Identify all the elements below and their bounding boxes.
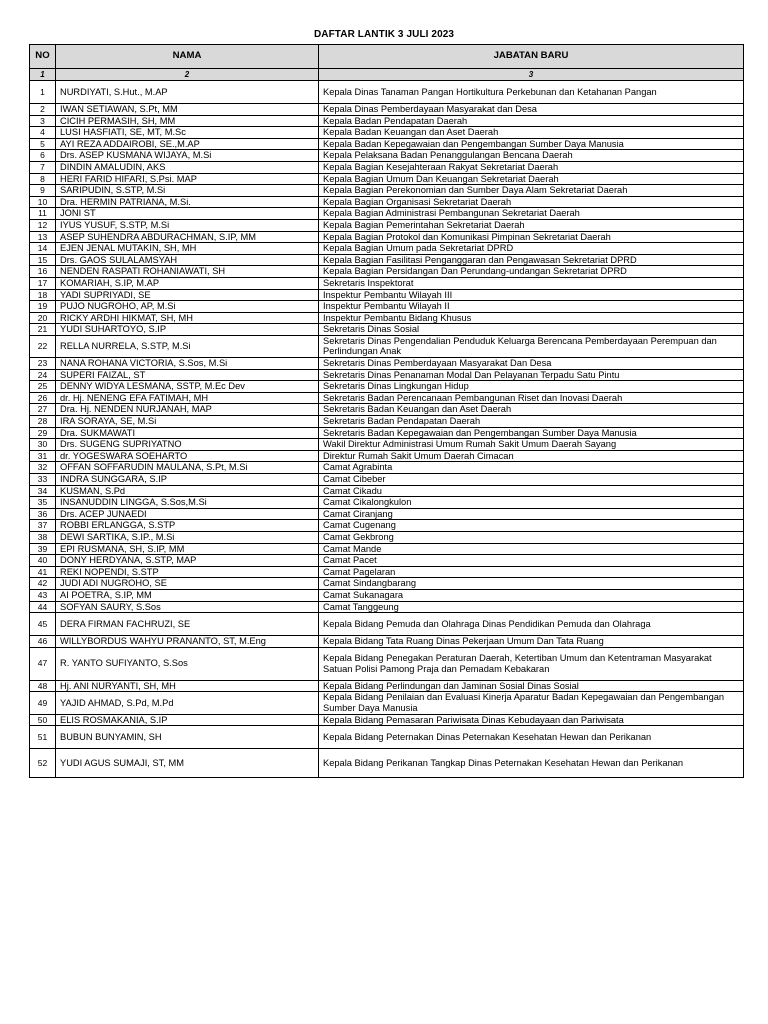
row-position: Kepala Dinas Tanaman Pangan Hortikultura Perkebunan dan Ketahanan Pangan <box>319 81 744 104</box>
row-name: WILLYBORDUS WAHYU PRANANTO, ST, M.Eng <box>56 636 319 648</box>
row-position: Kepala Bidang Penegakan Peraturan Daerah, Ketertiban Umum dan Ketentraman Masyarakat Satuan Polisi Pamong Praja dan Pemadam Kebakaran <box>319 647 744 680</box>
row-number: 22 <box>30 335 56 357</box>
table-body <box>30 81 744 778</box>
row-number: 37 <box>30 520 56 532</box>
row-number: 10 <box>30 196 56 208</box>
row-number: 3 <box>30 115 56 127</box>
row-number: 23 <box>30 358 56 370</box>
row-name: REKI NOPENDI, S.STP <box>56 566 319 578</box>
row-position: Sekretaris Badan Pendapatan Daerah <box>319 416 744 428</box>
row-number: 18 <box>30 289 56 301</box>
row-number: 17 <box>30 277 56 289</box>
row-name: dr. YOGESWARA SOEHARTO <box>56 450 319 462</box>
document-title: DAFTAR LANTIK 3 JULI 2023 <box>313 29 455 40</box>
row-position: Camat Cikalongkulon <box>319 497 744 509</box>
row-number: 43 <box>30 589 56 601</box>
row-number: 29 <box>30 427 56 439</box>
row-position: Kepala Bagian Kesejahteraan Rakyat Sekretariat Daerah <box>319 161 744 173</box>
row-name: IWAN SETIAWAN, S.Pt, MM <box>56 104 319 116</box>
row-position: Kepala Bagian Umum pada Sekretariat DPRD <box>319 243 744 255</box>
table-row <box>30 578 744 590</box>
row-number: 24 <box>30 369 56 381</box>
table-row <box>30 254 744 266</box>
row-position: Sekretaris Badan Kepegawaian dan Pengembangan Sumber Daya Manusia <box>319 427 744 439</box>
row-position: Kepala Pelaksana Badan Penanggulangan Bencana Daerah <box>319 150 744 162</box>
table-row <box>30 485 744 497</box>
table-row <box>30 589 744 601</box>
row-number: 48 <box>30 680 56 692</box>
row-position: Camat Agrabinta <box>319 462 744 474</box>
row-position: Kepala Bidang Perlindungan dan Jaminan Sosial Dinas Sosial <box>319 680 744 692</box>
row-name: DEWI SARTIKA, S.IP., M.Si <box>56 531 319 543</box>
row-name: BUBUN BUNYAMIN, SH <box>56 726 319 749</box>
table-row <box>30 289 744 301</box>
row-position: Sekretaris Dinas Penanaman Modal Dan Pelayanan Terpadu Satu Pintu <box>319 369 744 381</box>
row-name: Drs. ACEP JUNAEDI <box>56 508 319 520</box>
table-row <box>30 324 744 336</box>
row-name: ELIS ROSMAKANIA, S.IP <box>56 714 319 726</box>
table-row <box>30 692 744 714</box>
row-name: HERI FARID HIFARI, S.Psi. MAP <box>56 173 319 185</box>
column-number: 3 <box>319 69 744 81</box>
row-position: Kepala Bidang Perikanan Tangkap Dinas Peternakan Kesehatan Hewan dan Perikanan <box>319 749 744 778</box>
row-position: Camat Ciranjang <box>319 508 744 520</box>
row-position: Camat Pacet <box>319 555 744 567</box>
table-row <box>30 749 744 778</box>
row-position: Camat Cikadu <box>319 485 744 497</box>
table-row <box>30 185 744 197</box>
table-row <box>30 508 744 520</box>
row-number: 40 <box>30 555 56 567</box>
row-name: RICKY ARDHI HIKMAT, SH, MH <box>56 312 319 324</box>
row-number: 5 <box>30 138 56 150</box>
row-number: 1 <box>30 81 56 104</box>
row-position: Sekretaris Dinas Pengendalian Penduduk Keluarga Berencana Pemberdayaan Perempuan dan Perlindungan Anak <box>319 335 744 357</box>
row-number: 7 <box>30 161 56 173</box>
row-number: 39 <box>30 543 56 555</box>
row-position: Kepala Bidang Penilaian dan Evaluasi Kinerja Aparatur Badan Kepegawaian dan Pengembangan Sumber Daya Manusia <box>319 692 744 714</box>
table-row <box>30 450 744 462</box>
row-position: Inspektur Pembantu Wilayah II <box>319 301 744 313</box>
row-name: dr. Hj. NENENG EFA FATIMAH, MH <box>56 392 319 404</box>
row-name: ROBBI ERLANGGA, S.STP <box>56 520 319 532</box>
row-number: 11 <box>30 208 56 220</box>
table-row <box>30 427 744 439</box>
row-position: Camat Mande <box>319 543 744 555</box>
row-name: SOFYAN SAURY, S.Sos <box>56 601 319 613</box>
row-position: Kepala Bidang Tata Ruang Dinas Pekerjaan Umum Dan Tata Ruang <box>319 636 744 648</box>
row-number: 8 <box>30 173 56 185</box>
row-number: 49 <box>30 692 56 714</box>
row-name: YADI SUPRIYADI, SE <box>56 289 319 301</box>
row-position: Kepala Dinas Pemberdayaan Masyarakat dan Desa <box>319 104 744 116</box>
row-position: Sekretaris Dinas Pemberdayaan Masyarakat Dan Desa <box>319 358 744 370</box>
row-number: 33 <box>30 474 56 486</box>
row-name: LUSI HASFIATI, SE, MT, M.Sc <box>56 127 319 139</box>
table-row <box>30 555 744 567</box>
row-position: Kepala Bidang Pemasaran Pariwisata Dinas Kebudayaan dan Pariwisata <box>319 714 744 726</box>
row-name: Dra. SUKMAWATI <box>56 427 319 439</box>
appointment-table <box>29 44 744 778</box>
table-row <box>30 358 744 370</box>
row-name: JONI ST <box>56 208 319 220</box>
column-number: 1 <box>30 69 56 81</box>
table-row <box>30 636 744 648</box>
table-row <box>30 416 744 428</box>
table-row <box>30 531 744 543</box>
row-number: 51 <box>30 726 56 749</box>
row-position: Kepala Bagian Organisasi Sekretariat Daerah <box>319 196 744 208</box>
table-row <box>30 462 744 474</box>
column-number-row <box>30 69 744 81</box>
table-row <box>30 404 744 416</box>
row-name: NURDIYATI, S.Hut., M.AP <box>56 81 319 104</box>
row-position: Kepala Bagian Persidangan Dan Perundang-undangan Sekretariat DPRD <box>319 266 744 278</box>
row-name: KOMARIAH, S.IP, M.AP <box>56 277 319 289</box>
row-name: AYI REZA ADDAIROBI, SE.,M.AP <box>56 138 319 150</box>
row-number: 6 <box>30 150 56 162</box>
table-row <box>30 520 744 532</box>
row-position: Kepala Bagian Perekonomian dan Sumber Daya Alam Sekretariat Daerah <box>319 185 744 197</box>
row-position: Sekretaris Badan Keuangan dan Aset Daerah <box>319 404 744 416</box>
row-name: EJEN JENAL MUTAKIN, SH, MH <box>56 243 319 255</box>
table-row <box>30 680 744 692</box>
row-number: 13 <box>30 231 56 243</box>
table-row <box>30 196 744 208</box>
row-position: Camat Cugenang <box>319 520 744 532</box>
row-position: Camat Cibeber <box>319 474 744 486</box>
row-name: YAJID AHMAD, S.Pd, M.Pd <box>56 692 319 714</box>
row-position: Sekretaris Dinas Sosial <box>319 324 744 336</box>
table-row <box>30 613 744 636</box>
table-row <box>30 497 744 509</box>
row-position: Kepala Bagian Fasilitasi Penganggaran dan Pengawasan Sekretariat DPRD <box>319 254 744 266</box>
row-number: 14 <box>30 243 56 255</box>
row-number: 46 <box>30 636 56 648</box>
row-name: SUPERI FAIZAL, ST <box>56 369 319 381</box>
row-name: EPI RUSMANA, SH, S.IP, MM <box>56 543 319 555</box>
row-number: 38 <box>30 531 56 543</box>
table-row <box>30 543 744 555</box>
row-number: 28 <box>30 416 56 428</box>
row-number: 15 <box>30 254 56 266</box>
table-row <box>30 726 744 749</box>
row-position: Kepala Bidang Peternakan Dinas Peternakan Kesehatan Hewan dan Perikanan <box>319 726 744 749</box>
row-number: 52 <box>30 749 56 778</box>
row-number: 20 <box>30 312 56 324</box>
row-name: OFFAN SOFFARUDIN MAULANA, S.Pt, M.Si <box>56 462 319 474</box>
table-row <box>30 138 744 150</box>
row-name: DERA FIRMAN FACHRUZI, SE <box>56 613 319 636</box>
table-row <box>30 601 744 613</box>
row-position: Sekretaris Inspektorat <box>319 277 744 289</box>
row-number: 36 <box>30 508 56 520</box>
row-position: Wakil Direktur Administrasi Umum Rumah Sakit Umum Daerah Sayang <box>319 439 744 451</box>
row-name: Dra. HERMIN PATRIANA, M.Si. <box>56 196 319 208</box>
row-name: IRA SORAYA, SE, M.Si <box>56 416 319 428</box>
row-position: Kepala Bidang Pemuda dan Olahraga Dinas Pendidikan Pemuda dan Olahraga <box>319 613 744 636</box>
row-position: Camat Gekbrong <box>319 531 744 543</box>
table-row <box>30 115 744 127</box>
row-name: NENDEN RASPATI ROHANIAWATI, SH <box>56 266 319 278</box>
row-position: Sekretaris Badan Perencanaan Pembangunan Riset dan Inovasi Daerah <box>319 392 744 404</box>
row-position: Camat Sindangbarang <box>319 578 744 590</box>
row-number: 45 <box>30 613 56 636</box>
row-number: 30 <box>30 439 56 451</box>
table-row <box>30 381 744 393</box>
table-row <box>30 104 744 116</box>
table-row <box>30 312 744 324</box>
row-position: Kepala Badan Keuangan dan Aset Daerah <box>319 127 744 139</box>
row-number: 31 <box>30 450 56 462</box>
row-position: Camat Pagelaran <box>319 566 744 578</box>
table-row <box>30 161 744 173</box>
header-jabatan: JABATAN BARU <box>319 45 744 69</box>
row-name: RELLA NURRELA, S.STP, M.Si <box>56 335 319 357</box>
row-position: Kepala Bagian Umum Dan Keuangan Sekretariat Daerah <box>319 173 744 185</box>
table-row <box>30 150 744 162</box>
row-name: R. YANTO SUFIYANTO, S.Sos <box>56 647 319 680</box>
row-number: 2 <box>30 104 56 116</box>
row-name: ASEP SUHENDRA ABDURACHMAN, S.IP, MM <box>56 231 319 243</box>
row-position: Direktur Rumah Sakit Umum Daerah Cimacan <box>319 450 744 462</box>
table-row <box>30 266 744 278</box>
row-number: 34 <box>30 485 56 497</box>
row-number: 27 <box>30 404 56 416</box>
table-row <box>30 566 744 578</box>
row-position: Kepala Badan Kepegawaian dan Pengembangan Sumber Daya Manusia <box>319 138 744 150</box>
table-row <box>30 392 744 404</box>
row-number: 9 <box>30 185 56 197</box>
column-number: 2 <box>56 69 319 81</box>
row-name: CICIH PERMASIH, SH, MM <box>56 115 319 127</box>
row-name: AI POETRA, S.IP, MM <box>56 589 319 601</box>
row-number: 21 <box>30 324 56 336</box>
header-no: NO <box>30 45 56 69</box>
row-name: Hj. ANI NURYANTI, SH, MH <box>56 680 319 692</box>
row-name: Drs. GAOS SULALAMSYAH <box>56 254 319 266</box>
row-number: 50 <box>30 714 56 726</box>
row-name: DENNY WIDYA LESMANA, SSTP, M.Ec Dev <box>56 381 319 393</box>
table-row <box>30 219 744 231</box>
table-row <box>30 439 744 451</box>
table-row <box>30 127 744 139</box>
row-position: Kepala Bagian Protokol dan Komunikasi Pimpinan Sekretariat Daerah <box>319 231 744 243</box>
row-name: SARIPUDIN, S.STP, M.Si <box>56 185 319 197</box>
row-number: 12 <box>30 219 56 231</box>
table-row <box>30 243 744 255</box>
row-name: YUDI SUHARTOYO, S.IP <box>56 324 319 336</box>
row-name: KUSMAN, S.Pd <box>56 485 319 497</box>
row-name: NANA ROHANA VICTORIA, S.Sos, M.Si <box>56 358 319 370</box>
table-row <box>30 714 744 726</box>
row-position: Inspektur Pembantu Wilayah III <box>319 289 744 301</box>
row-number: 4 <box>30 127 56 139</box>
row-name: Drs. SUGENG SUPRIYATNO <box>56 439 319 451</box>
table-row <box>30 647 744 680</box>
row-name: IYUS YUSUF, S.STP, M.Si <box>56 219 319 231</box>
row-name: YUDI AGUS SUMAJI, ST, MM <box>56 749 319 778</box>
row-name: Drs. ASEP KUSMANA WIJAYA, M.Si <box>56 150 319 162</box>
table-row <box>30 277 744 289</box>
table-row <box>30 369 744 381</box>
row-name: INSANUDDIN LINGGA, S.Sos,M.Si <box>56 497 319 509</box>
row-number: 26 <box>30 392 56 404</box>
row-position: Camat Tanggeung <box>319 601 744 613</box>
row-number: 47 <box>30 647 56 680</box>
table-row <box>30 335 744 357</box>
row-number: 16 <box>30 266 56 278</box>
row-number: 41 <box>30 566 56 578</box>
row-position: Sekretaris Dinas Lingkungan Hidup <box>319 381 744 393</box>
row-name: Dra. Hj. NENDEN NURJANAH, MAP <box>56 404 319 416</box>
row-number: 25 <box>30 381 56 393</box>
row-name: DONY HERDYANA, S.STP, MAP <box>56 555 319 567</box>
header-nama: NAMA <box>56 45 319 69</box>
row-number: 44 <box>30 601 56 613</box>
row-position: Kepala Bagian Administrasi Pembangunan Sekretariat Daerah <box>319 208 744 220</box>
row-name: INDRA SUNGGARA, S.IP <box>56 474 319 486</box>
table-row <box>30 81 744 104</box>
table-row <box>30 231 744 243</box>
row-number: 42 <box>30 578 56 590</box>
row-position: Inspektur Pembantu Bidang Khusus <box>319 312 744 324</box>
row-number: 19 <box>30 301 56 313</box>
table-row <box>30 173 744 185</box>
row-position: Kepala Bagian Pemerintahan Sekretariat Daerah <box>319 219 744 231</box>
row-position: Kepala Badan Pendapatan Daerah <box>319 115 744 127</box>
header-row <box>30 45 744 69</box>
row-number: 35 <box>30 497 56 509</box>
table-row <box>30 474 744 486</box>
table-row <box>30 301 744 313</box>
row-name: DINDIN AMALUDIN, AKS <box>56 161 319 173</box>
row-name: PUJO NUGROHO, AP, M.Si <box>56 301 319 313</box>
table-row <box>30 208 744 220</box>
row-position: Camat Sukanagara <box>319 589 744 601</box>
row-number: 32 <box>30 462 56 474</box>
row-name: JUDI ADI NUGROHO, SE <box>56 578 319 590</box>
